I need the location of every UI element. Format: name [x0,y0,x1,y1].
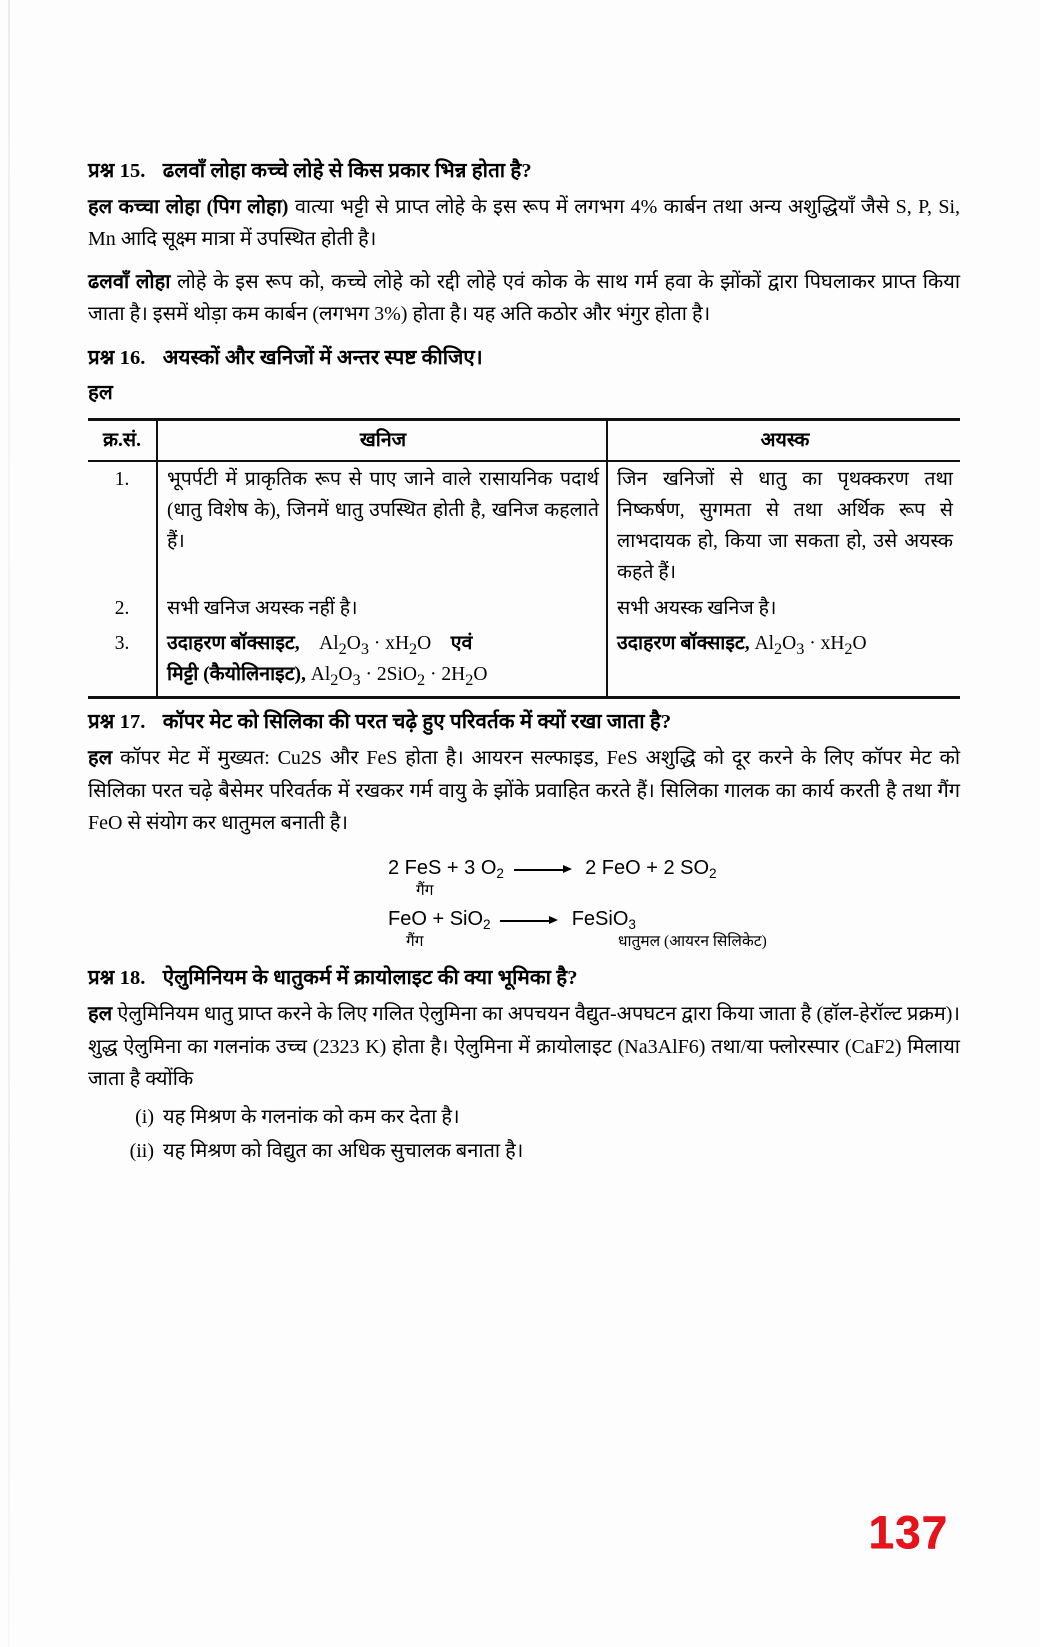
column-header-mineral: खनिज [157,419,607,461]
annotation-slag: धातुमल (आयरन सिलिकेट) [618,933,767,951]
formula-bauxite-ore: $Al_2O_3 \cdot xH_2O$ [754,632,867,658]
table-row [88,626,960,698]
conjunction-and: एवं [450,632,473,654]
equation-1-line [388,857,960,880]
reaction-equations [88,857,960,949]
question-17-heading [88,709,960,736]
reaction-arrow-icon [500,910,562,930]
cell-ore: सभी अयस्क खनिज है। [607,591,960,626]
cell-serial: 2. [114,597,130,619]
column-header-serial: क्र.सं. [88,419,157,461]
equation-2-rhs: FeSiO$_3$ [571,908,636,933]
label-example: उदाहरण [167,632,226,654]
answer-18-body: ऐलुमिनियम धातु प्राप्त करने के लिए गलित ऐलुमिना का अपचयन वैद्युत-अपघटन द्वारा किया जाता है (हॉल-हेरॉल्ट प्रक्रम)। शुद्ध ऐलुमिना का गलनांक उच्च (2323 K) होता है। ऐलुमिना में क्रायोलाइट (Na3AlF6) तथा/या फ्लोरस्पार (CaF2) मिलाया जाता है क्योंकि [88,1003,960,1091]
page-content [88,158,960,1168]
formula-bauxite: $Al_2O_3 \cdot xH_2O$ [319,632,432,658]
formula-kaolinite: $Al_2O_3 \cdot 2SiO_2 \cdot 2H_2O$ [310,663,488,689]
question-number: 18. [119,967,146,990]
table-row [88,591,960,626]
table-row [88,461,960,591]
mineral-name-bauxite: बॉक्साइट, [230,632,300,654]
answer-18-paragraph [88,998,960,1095]
term-cast-iron: ढलवाँ लोहा [88,270,171,293]
list-item-text: यह मिश्रण के गलनांक को कम कर देता है। [163,1105,460,1128]
cell-mineral: सभी खनिज अयस्क नहीं है। [157,591,607,626]
answer-17-body: कॉपर मेट में मुख्यत: Cu2S और FeS होता है। आयरन सल्फाइड, FeS अशुद्धि को दूर करने के लिए कॉपर मेट को सिलिका परत चढ़े बैसेमर परिवर्तक में रखकर गर्म वायु के झोंके प्रवाहित करते हैं। सिलिका गालक का कार्य करती है तथा गैंग FeO से संयोग कर धातुमल बनाती है। [88,747,961,834]
list-marker: (i) [135,1105,154,1128]
question-16-heading [88,345,960,372]
question-number: 16. [119,346,146,369]
cell-mineral: भूपर्पटी में प्राकृतिक रूप से पाए जाने वाले रासायनिक पदार्थ (धातु विशेष के), जिनमें धातु उपस्थित होती है, खनिज कहलाते हैं। [157,461,607,591]
list-item [128,1134,960,1168]
question-label: प्रश्न [88,160,115,182]
question-number: 17. [119,711,146,734]
annotation-gangue: गैंग [406,933,424,951]
question-15-heading [88,158,960,185]
mineral-ore-comparison-table [88,418,960,700]
list-item-text: यह मिश्रण को विद्युत का अधिक सुचालक बनाता है। [163,1139,524,1162]
list-marker: (ii) [129,1139,154,1162]
answer-15-body-2: लोहे के इस रूप को, कच्चे लोहे को रद्दी लोहे एवं कोक के साथ गर्म हवा के झोंकों द्वारा पिघलाकर प्राप्त किया जाता है। इसमें थोड़ा कम कार्बन (लगभग 3%) होता है। यह अति कठोर और भंगुर होता है। [88,270,961,326]
annotation-gangue: गैंग [416,882,434,900]
answer-15-para-1 [88,191,960,256]
scan-edge-artifact [8,0,10,1647]
cell-ore-example [607,626,960,698]
answer-17-paragraph [88,742,960,839]
cell-ore: जिन खनिजों से धातु का पृथक्करण तथा निष्कर्षण, सुगमता से तथा अर्थिक रूप से लाभदायक हो, किया जा सकता हो, उसे अयस्क कहते हैं। [607,461,960,591]
question-label: प्रश्न [88,711,115,734]
page-number: 137 [868,1506,948,1558]
answer-15-body-1: वात्या भट्टी से प्राप्त लोहे के इस रूप में लगभग 4% कार्बन तथा अन्य अशुद्धियाँ जैसे S, P, Si, Mn आदि सूक्ष्म मात्रा में उपस्थित होती है। [88,196,961,251]
reaction-arrow-icon [514,859,576,879]
answer-15-para-2 [88,266,960,331]
equation-2-lhs: FeO + SiO$_2$ [388,908,491,933]
mineral-name-clay: मिट्टी (कैयोलिनाइट), [167,663,306,685]
question-18-heading [88,965,960,992]
question-text: ऐलुमिनियम के धातुकर्म में क्रायोलाइट की क्या भूमिका है? [162,967,578,990]
equation-2-line [388,908,960,931]
question-number: 15. [119,160,146,182]
label-example: उदाहरण [617,632,676,654]
equation-1-lhs: 2 FeS + 3 $O_2$ [388,857,504,882]
cell-serial: 3. [88,626,157,698]
answer-18-reasons-list [88,1100,960,1169]
list-item [128,1100,960,1134]
question-label: प्रश्न [88,346,115,369]
cell-serial: 1. [114,468,130,490]
table-header-row [88,419,960,461]
answer-label: हल [88,196,113,219]
question-text: अयस्कों और खनिजों में अन्तर स्पष्ट कीजिए। [162,346,483,369]
ore-name-bauxite: बॉक्साइट, [680,632,750,654]
question-text: ढलवाँ लोहा कच्चे लोहे से किस प्रकार भिन्न होता है? [162,160,532,182]
answer-16-label: हल [88,381,113,404]
term-pig-iron: कच्चा लोहा (पिग लोहा) [118,196,289,219]
answer-label: हल [88,1003,113,1026]
question-text: कॉपर मेट को सिलिका की परत चढ़े हुए परिवर्तक में क्यों रखा जाता है? [162,711,672,734]
question-label: प्रश्न [88,967,115,990]
cell-mineral-example [157,626,607,698]
answer-label: हल [88,747,113,770]
equation-2-annotations [388,931,960,949]
equation-1 [388,857,960,898]
equation-2 [388,908,960,949]
column-header-ore: अयस्क [607,419,960,461]
equation-1-rhs: 2 FeO + 2 $SO_2$ [585,857,717,882]
equation-1-annotations [388,880,960,898]
